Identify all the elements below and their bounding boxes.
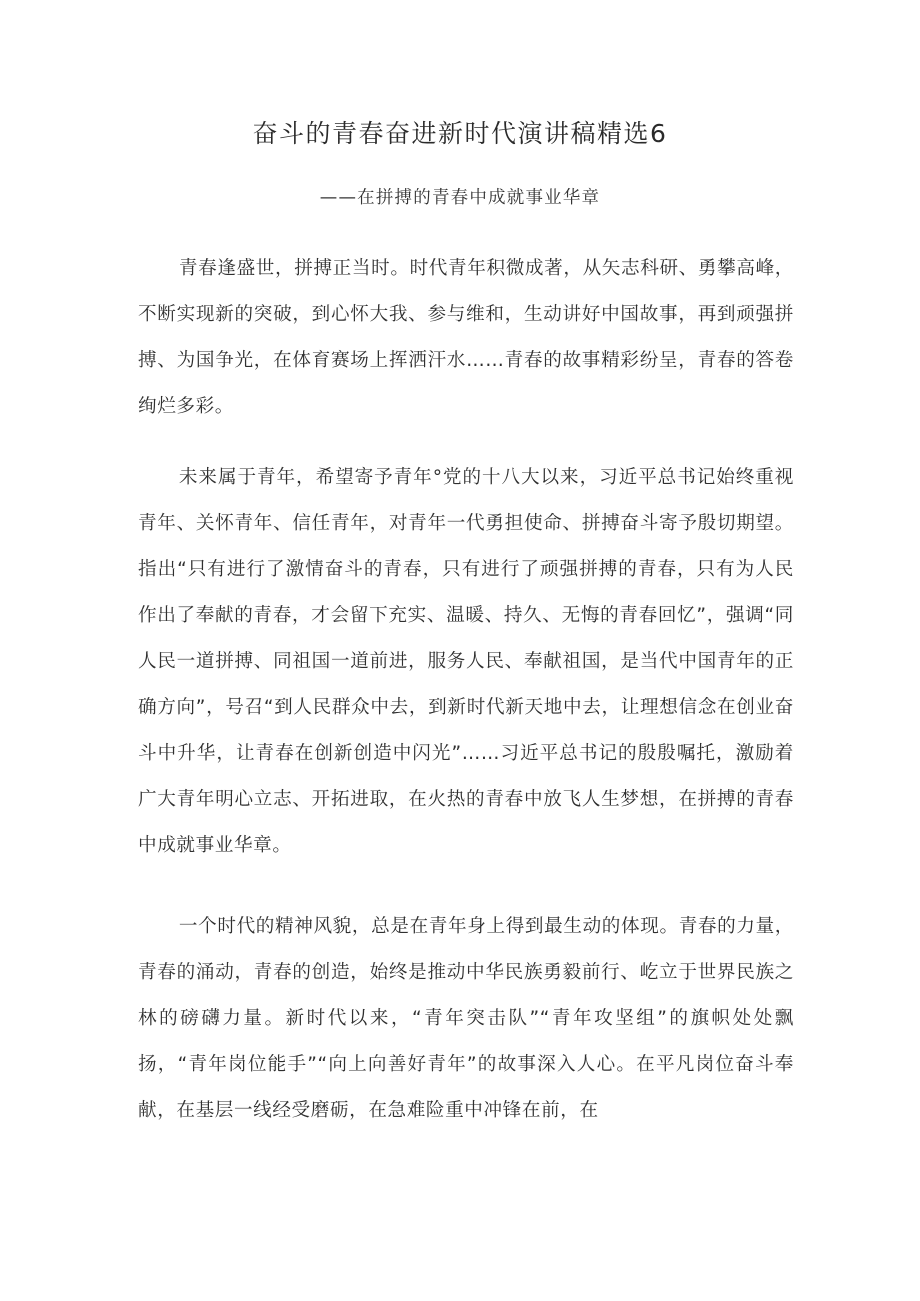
document-title: 奋斗的青春奋进新时代演讲稿精选6 [252, 119, 668, 148]
paragraph-1: 青春逢盛世，拼搏正当时。时代青年积微成著，从矢志科研、勇攀高峰，不断实现新的突破，到心怀大我、参与维和，生动讲好中国故事，再到顽强拼搏、为国争光，在体育赛场上挥洒汗水……青春的故事精彩纷呈，青春的答卷绚烂多彩。 [138, 258, 794, 417]
document-subtitle: ——在拼搏的青春中成就事业华章 [319, 188, 601, 208]
paragraph-2: 未来属于青年，希望寄予青年°党的十八大以来，习近平总书记始终重视青年、关怀青年、信任青年，对青年一代勇担使命、拼搏奋斗寄予殷切期望。指出“只有进行了激情奋斗的青春，只有进行了顽强拼搏的青春，只有为人民作出了奉献的青春，才会留下充实、温暖、持久、无悔的青春回忆”，强调“同人民一道拼搏、同祖国一道前进，服务人民、奉献祖国，是当代中国青年的正确方向”，号召“到人民群众中去，到新时代新天地中去，让理想信念在创业奋斗中升华，让青春在创新创造中闪光”……习近平总书记的殷殷嘱托，激励着广大青年明心立志、开拓进取，在火热的青春中放飞人生梦想，在拼搏的青春中成就事业华章。 [138, 467, 794, 856]
paragraph-3: 一个时代的精神风貌，总是在青年身上得到最生动的体现。青春的力量，青春的涌动，青春的创造，始终是推动中华民族勇毅前行、屹立于世界民族之林的磅礴力量。新时代以来，“青年突击队”“青年攻坚组”的旗帜处处飘扬，“青年岗位能手”“向上向善好青年”的故事深入人心。在平凡岗位奋斗奉献，在基层一线经受磨砺，在急难险重中冲锋在前，在 [138, 916, 794, 1121]
